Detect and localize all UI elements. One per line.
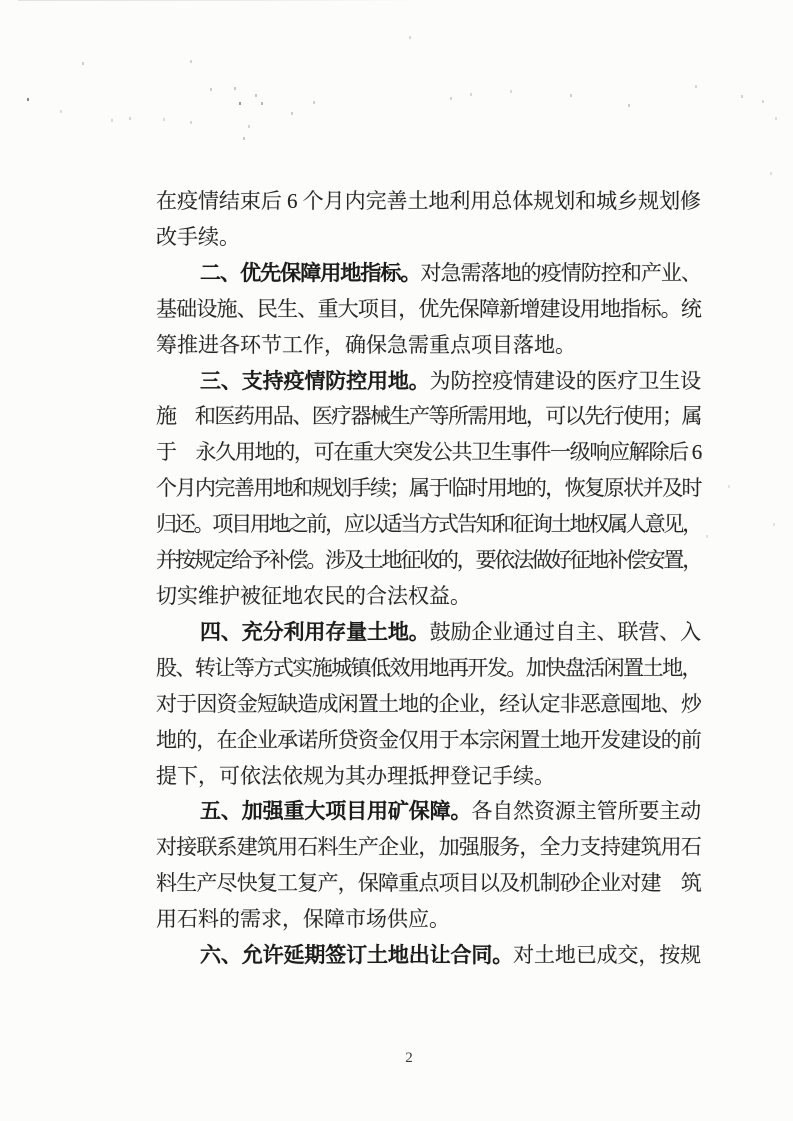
text-line	[156, 399, 701, 435]
line-text: 于 永久用地的，可在重大突发公共卫生事件一级响应解除后 6	[156, 440, 701, 465]
text-line	[156, 866, 701, 902]
section-heading: 五、加强重大项目用矿保障。	[200, 799, 472, 824]
text-line	[156, 902, 701, 938]
line-text: 三、支持疫情防控用地。为防控疫情建设的医疗卫生设	[200, 368, 701, 393]
line-text: 二、优先保障用地指标。对急需落地的疫情防控和产业、	[200, 260, 702, 285]
text-line	[156, 543, 701, 579]
text-line	[156, 687, 701, 723]
line-text: 六、允许延期签订土地出让合同。对土地已成交，按规	[200, 943, 701, 968]
line-text: 股、转让等方式实施城镇低效用地再开发。加快盘活闲置土地，	[156, 655, 701, 680]
line-text: 对于因资金短缺造成闲置土地的企业，经认定非恶意囤地、炒	[156, 691, 701, 716]
section-heading-line	[156, 938, 701, 974]
line-text: 地的，在企业承诺所贷资金仅用于本宗闲置土地开发建设的前	[156, 727, 701, 752]
line-text: 施 和医药用品、医疗器械生产等所需用地，可以先行使用；属	[156, 404, 701, 429]
section-heading-line	[156, 364, 701, 400]
line-text: 用石料的需求，保障市场供应。	[156, 907, 450, 932]
text-line	[156, 723, 701, 759]
text-line	[156, 830, 701, 866]
line-text: 提下，可依法依规为其办理抵押登记手续。	[156, 763, 555, 788]
text-line	[156, 759, 701, 795]
section-heading-line	[156, 794, 701, 830]
section-heading: 二、优先保障用地指标。	[200, 260, 421, 285]
line-text: 基础设施、民生、重大项目，优先保障新增建设用地指标。统	[156, 296, 701, 321]
text-line	[156, 292, 701, 328]
section-heading: 六、允许延期签订土地出让合同。	[200, 943, 514, 968]
section-heading-line	[156, 256, 701, 292]
text-line	[156, 507, 701, 543]
text-line	[156, 579, 701, 615]
line-text: 对接联系建筑用石料生产企业，加强服务，全力支持建筑用石	[156, 835, 701, 860]
line-text: 在疫情结束后 6 个月内完善土地利用总体规划和城乡规划修	[156, 189, 701, 213]
section-heading-line	[156, 615, 701, 651]
line-text: 五、加强重大项目用矿保障。各自然资源主管所要主动	[200, 799, 701, 824]
document-body	[156, 184, 701, 974]
line-text: 改手续。	[156, 224, 240, 249]
section-heading: 四、充分利用存量土地。	[200, 619, 430, 644]
line-text: 并按规定给予补偿。涉及土地征收的，要依法做好征地补偿安置，	[156, 548, 701, 573]
line-text: 个月内完善用地和规划手续；属于临时用地的，恢复原状并及时	[156, 476, 701, 501]
line-text: 归还。项目用地之前，应以适当方式告知和征询土地权属人意见，	[156, 512, 701, 537]
text-line	[156, 435, 701, 471]
text-line	[156, 220, 701, 256]
scan-noise	[27, 98, 29, 101]
section-heading: 三、支持疫情防控用地。	[200, 368, 430, 393]
text-line	[156, 471, 701, 507]
page-number: 2	[405, 1050, 413, 1066]
text-line	[156, 184, 701, 220]
text-line	[156, 328, 701, 364]
text-line	[156, 651, 701, 687]
line-text: 料生产尽快复工复产，保障重点项目以及机制砂企业对建 筑	[156, 871, 701, 896]
line-text: 筹推进各环节工作，确保急需重点项目落地。	[156, 332, 576, 357]
scan-artifact-line	[18, 0, 418, 1]
line-text: 四、充分利用存量土地。鼓励企业通过自主、联营、入	[200, 619, 701, 644]
line-text: 切实维护被征地农民的合法权益。	[156, 583, 471, 608]
